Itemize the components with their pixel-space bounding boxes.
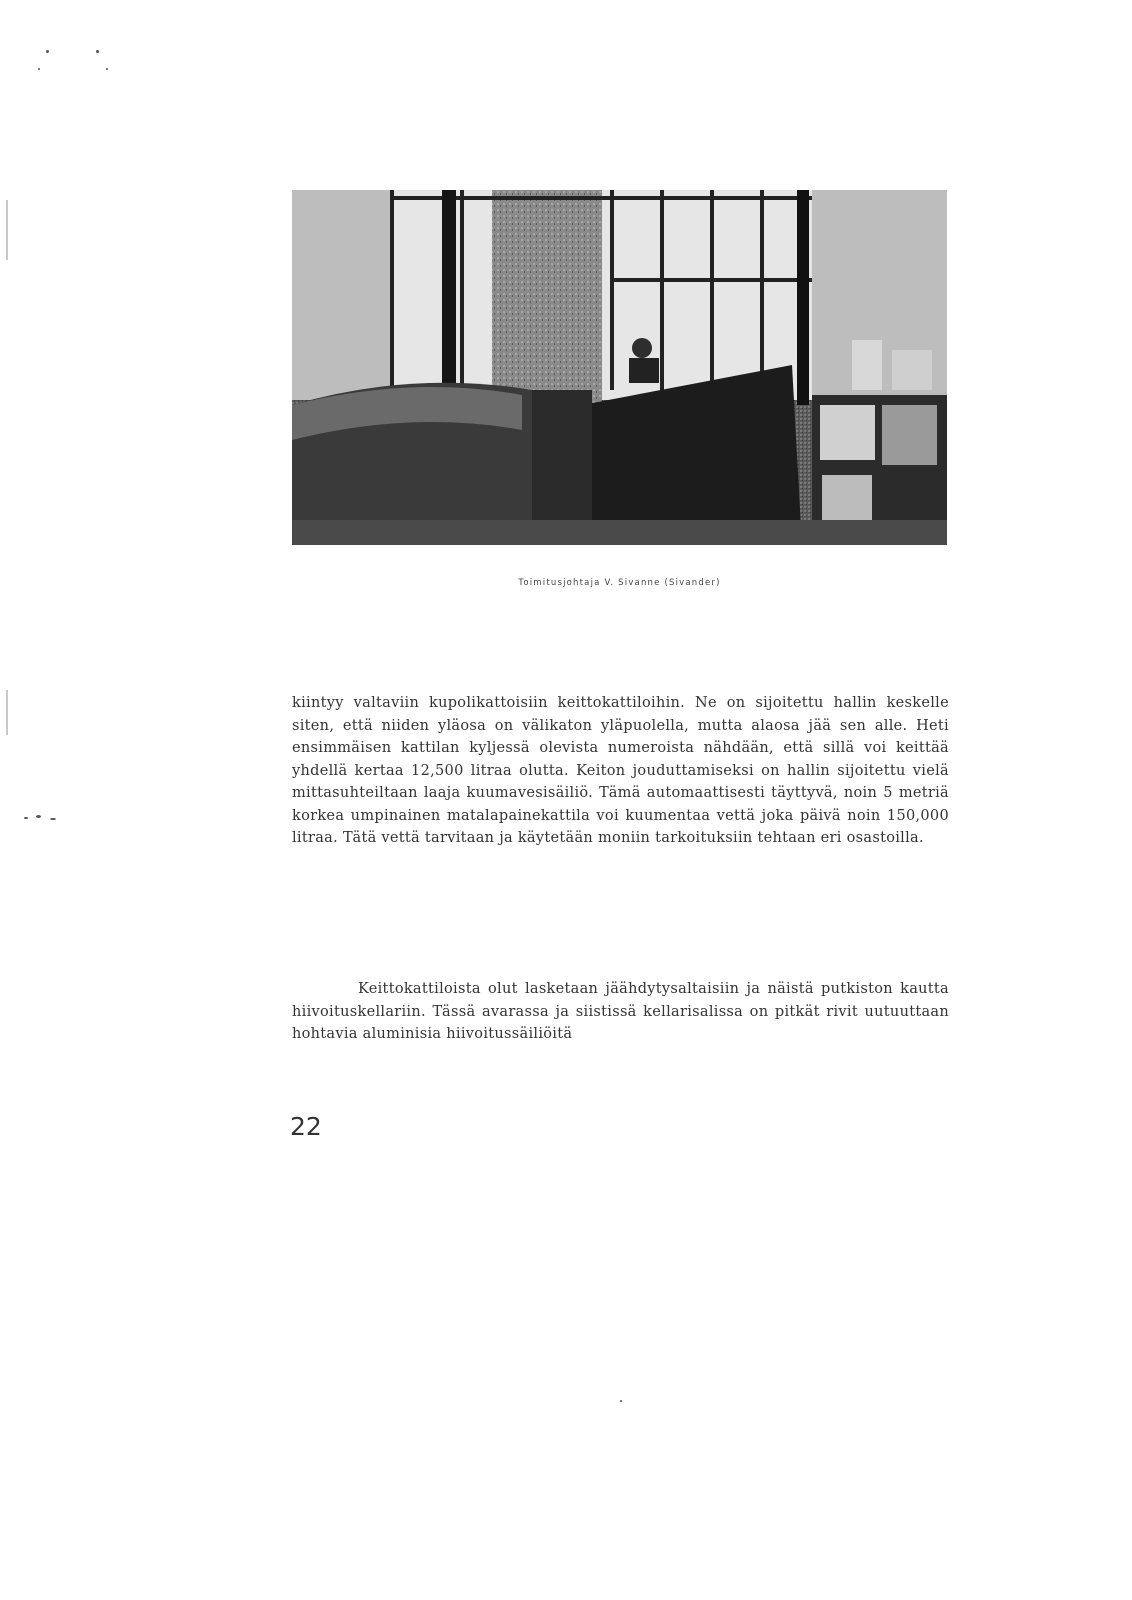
scan-speck <box>24 817 28 819</box>
scan-speck <box>36 815 41 818</box>
page-number: 22 <box>290 1112 322 1141</box>
body-paragraph: kiintyy valtaviin kupolikattoisiin keittokattiloihin. Ne on sijoitettu hallin keskelle siten, että niiden yläosa on välikaton yläpuolella, mutta alaosa jää sen alle. Heti ensimmäisen kattilan kyljessä olevista numeroista nähdään, että sillä voi keittää yhdellä kertaa 12,500 litraa olutta. Keiton jouduttamiseksi on hallin sijoitettu vielä mittasuhteiltaan laaja kuumavesisäiliö. Tämä automaattisesti täyttyvä, noin 5 metriä korkea umpinainen matalapainekattila voi kuumentaa vettä joka päivä noin 150,000 litraa. Tätä vettä tarvitaan ja käytetään moniin tarkoituksiin tehtaan eri osastoilla. <box>292 695 949 846</box>
scan-speck <box>46 50 49 53</box>
scan-edge-mark <box>6 690 8 735</box>
scan-speck <box>96 50 99 53</box>
body-paragraph: Keittokattiloista olut lasketaan jäähdytysaltaisiin ja näistä putkiston kautta hiivoituskellariin. Tässä avarassa ja siistissä kellarisalissa on pitkät rivit uutuuttaan hohtavia aluminisia hiivoitussäiliöitä <box>292 981 949 1042</box>
scan-speck <box>38 68 40 70</box>
scan-edge-mark <box>6 200 8 260</box>
office-photograph <box>292 190 947 545</box>
scan-speck <box>50 818 56 820</box>
scan-speck <box>106 68 108 70</box>
scan-speck <box>620 1400 622 1402</box>
photo-caption: Toimitusjohtaja V. Sivanne (Sivander) <box>518 578 721 588</box>
